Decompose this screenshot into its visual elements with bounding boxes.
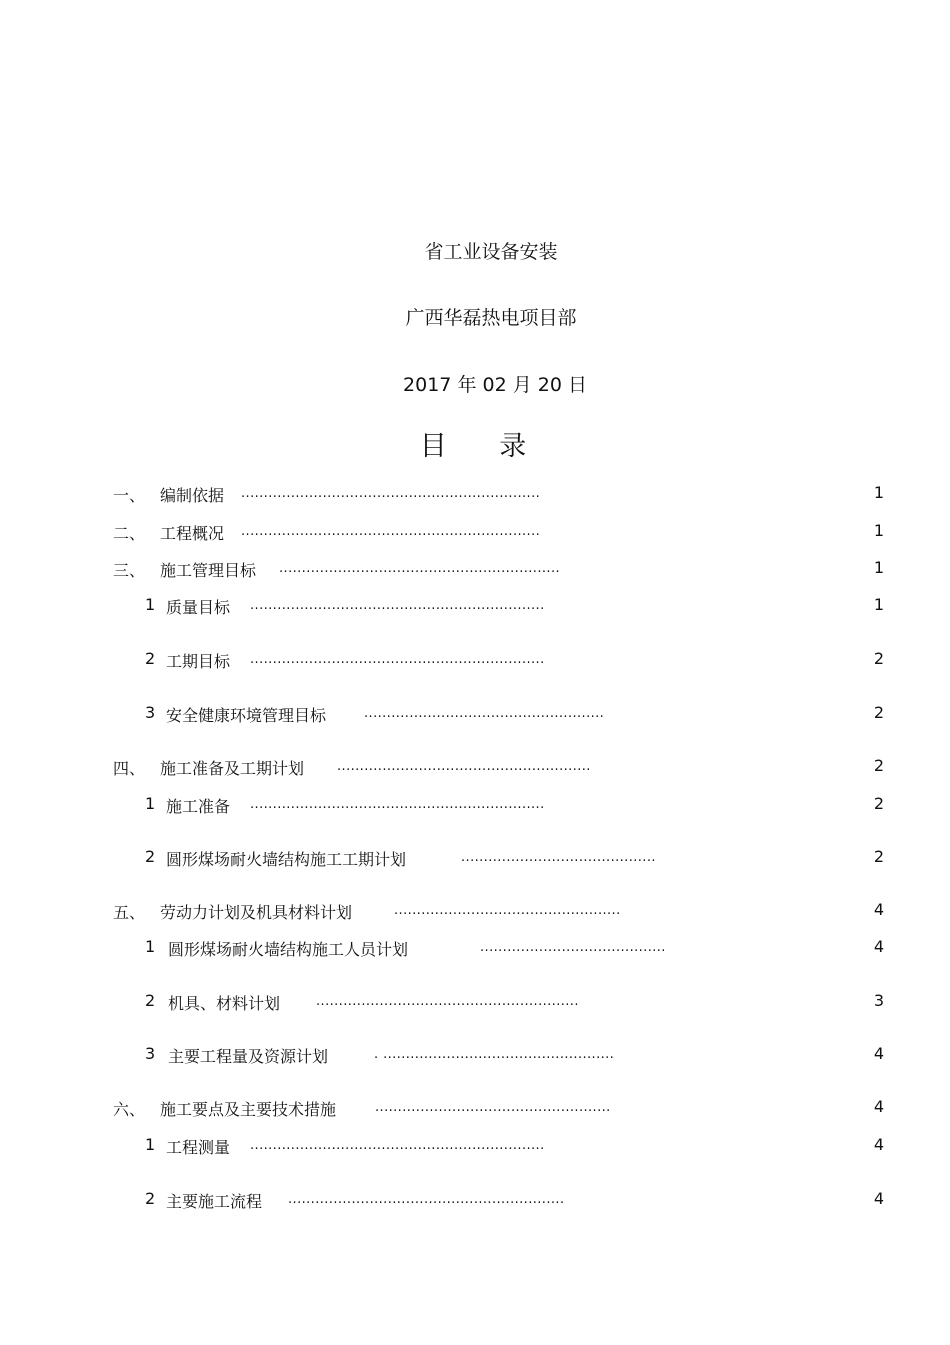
toc-entry-page: 4 (873, 1097, 884, 1116)
toc-leader-dots: .................................................................. (241, 524, 541, 539)
toc-entry-number: 2 (145, 991, 156, 1010)
toc-entry-number: 三、 (113, 561, 146, 580)
toc-entry-page: 1 (873, 595, 884, 614)
toc-entry-page: 4 (873, 900, 884, 919)
toc-entry[interactable] (0, 756, 950, 780)
toc-entry[interactable] (0, 521, 950, 545)
toc-entry[interactable] (0, 937, 950, 961)
toc-entry-number: 2 (145, 847, 156, 866)
toc-entry-label: 工期目标 (166, 652, 231, 671)
toc-entry-number: 五、 (113, 903, 146, 922)
toc-leader-dots: .................................................... (375, 1100, 611, 1115)
toc-entry-page: 4 (873, 1135, 884, 1154)
toc-leader-dots: ................................................................. (250, 652, 545, 667)
toc-entry-page: 3 (873, 991, 884, 1010)
toc-title: 目 录 (419, 431, 549, 462)
toc-entry-page: 2 (873, 703, 884, 722)
toc-entry-number: 六、 (113, 1100, 146, 1119)
toc-leader-dots: .......................................................... (316, 994, 579, 1009)
toc-entry-page: 4 (873, 937, 884, 956)
toc-leader-dots: ................................................................. (250, 598, 545, 613)
toc-entry-number: 2 (145, 1189, 156, 1208)
toc-entry-number: 1 (145, 1135, 156, 1154)
toc-entry-number: 2 (145, 649, 156, 668)
toc-entry-number: 1 (145, 595, 156, 614)
toc-entry[interactable] (0, 703, 950, 727)
toc-entry-label: 圆形煤场耐火墙结构施工人员计划 (168, 940, 409, 959)
toc-entry-page: 2 (873, 847, 884, 866)
toc-entry-label: 施工准备及工期计划 (160, 759, 305, 778)
toc-entry[interactable] (0, 847, 950, 871)
toc-entry-label: 质量目标 (166, 598, 231, 617)
toc-entry-label: 编制依据 (160, 486, 225, 505)
toc-entry-number: 四、 (113, 759, 146, 778)
toc-leader-dots: ........................................... (461, 850, 656, 865)
toc-entry[interactable] (0, 649, 950, 673)
toc-entry-number: 1 (145, 937, 156, 956)
toc-entry[interactable] (0, 1189, 950, 1213)
toc-entry[interactable] (0, 1135, 950, 1159)
toc-entry[interactable] (0, 558, 950, 582)
toc-entry-label: 圆形煤场耐火墙结构施工工期计划 (166, 850, 407, 869)
toc-leader-dots: ......................................... (480, 940, 666, 955)
toc-entry-page: 1 (873, 483, 884, 502)
toc-entry-page: 2 (873, 649, 884, 668)
organization-name: 省工业设备安装 (424, 241, 558, 263)
toc-leader-dots: .................................................. (394, 903, 621, 918)
toc-entry[interactable] (0, 483, 950, 507)
toc-leader-dots: .............................................................. (279, 561, 561, 576)
toc-entry-page: 2 (873, 756, 884, 775)
toc-entry-label: 施工要点及主要技术措施 (160, 1100, 337, 1119)
toc-entry[interactable] (0, 900, 950, 924)
toc-entry[interactable] (0, 1044, 950, 1068)
toc-leader-dots: ................................................................. (250, 1138, 545, 1153)
document-date: 2017 年 02 月 20 日 (403, 374, 587, 396)
toc-entry[interactable] (0, 595, 950, 619)
toc-entry-label: 主要工程量及资源计划 (168, 1047, 329, 1066)
toc-entry-page: 2 (873, 794, 884, 813)
toc-entry-number: 3 (145, 1044, 156, 1063)
toc-entry-page: 1 (873, 521, 884, 540)
toc-leader-dots: . ................................................... (374, 1047, 615, 1062)
toc-leader-dots: ........................................................ (337, 759, 591, 774)
toc-entry-page: 4 (873, 1044, 884, 1063)
toc-entry-number: 二、 (113, 524, 146, 543)
project-department: 广西华磊热电项目部 (405, 307, 577, 329)
toc-leader-dots: ............................................................. (288, 1192, 565, 1207)
toc-entry-number: 1 (145, 794, 156, 813)
toc-entry-page: 4 (873, 1189, 884, 1208)
toc-entry-label: 施工管理目标 (160, 561, 257, 580)
toc-entry-label: 劳动力计划及机具材料计划 (160, 903, 353, 922)
toc-leader-dots: ................................................................. (250, 797, 545, 812)
toc-leader-dots: ..................................................... (364, 706, 605, 721)
toc-entry[interactable] (0, 991, 950, 1015)
toc-entry[interactable] (0, 1097, 950, 1121)
toc-entry-label: 主要施工流程 (166, 1192, 263, 1211)
toc-entry-page: 1 (873, 558, 884, 577)
toc-entry-label: 机具、材料计划 (168, 994, 281, 1013)
toc-leader-dots: .................................................................. (241, 486, 541, 501)
toc-entry-label: 施工准备 (166, 797, 231, 816)
toc-entry-label: 工程概况 (160, 524, 225, 543)
toc-entry-number: 一、 (113, 486, 146, 505)
toc-entry-number: 3 (145, 703, 156, 722)
toc-entry-label: 工程测量 (166, 1138, 231, 1157)
toc-entry-label: 安全健康环境管理目标 (166, 706, 327, 725)
toc-entry[interactable] (0, 794, 950, 818)
